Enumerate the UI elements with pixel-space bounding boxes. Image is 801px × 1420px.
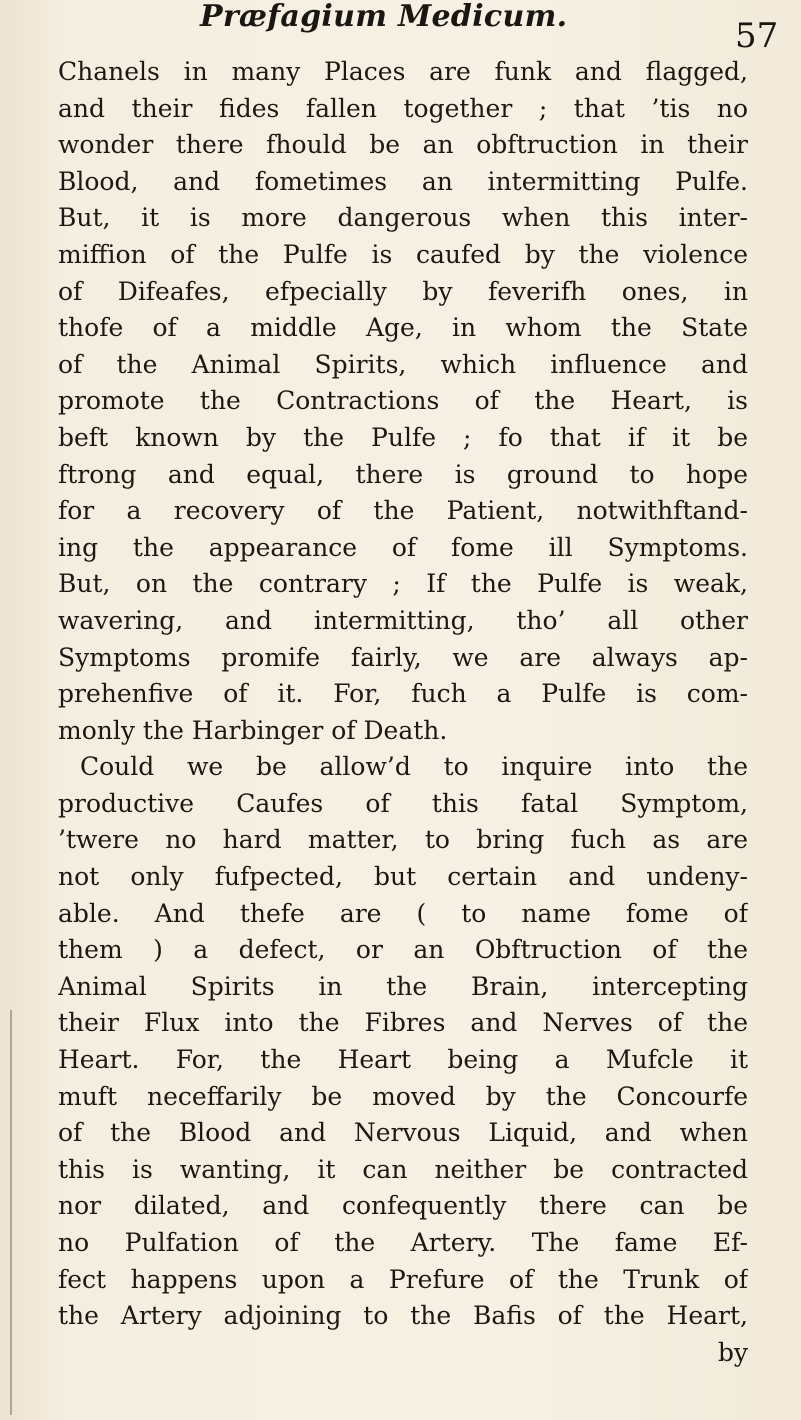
- binding-edge: [10, 1010, 12, 1415]
- text-line: ftrong and equal, there is ground to hope: [58, 459, 748, 489]
- text-line: of Difeafes, efpecially by feverifh ones, in: [58, 276, 748, 306]
- text-line: thofe of a middle Age, in whom the State: [58, 313, 748, 343]
- text-line: But, it is more dangerous when this inter-: [58, 203, 748, 233]
- text-line: wavering, and intermitting, tho’ all other: [58, 605, 748, 635]
- paragraph-start-line: Could we be allow’d to inquire into the: [80, 752, 748, 782]
- text-line: this is wanting, it can neither be contracted: [58, 1154, 748, 1184]
- page-number: 57: [735, 16, 779, 56]
- text-line: wonder there fhould be an obftruction in their: [58, 130, 748, 160]
- text-line: promote the Contractions of the Heart, is: [58, 386, 748, 416]
- text-line: beft known by the Pulfe ; fo that if it be: [58, 422, 748, 452]
- text-line: fect happens upon a Prefure of the Trunk of: [58, 1264, 748, 1294]
- text-line: Symptoms promife fairly, we are always ap-: [58, 642, 748, 672]
- text-line: Blood, and fometimes an intermitting Pulfe.: [58, 166, 748, 196]
- text-line: muft neceffarily be moved by the Concourfe: [58, 1081, 748, 1111]
- text-line: But, on the contrary ; If the Pulfe is weak,: [58, 569, 748, 599]
- text-line: Heart. For, the Heart being a Mufcle it: [58, 1045, 748, 1075]
- text-line: productive Caufes of this fatal Symptom,: [58, 788, 748, 818]
- text-line: no Pulfation of the Artery. The fame Ef-: [58, 1228, 748, 1257]
- text-line: Animal Spirits in the Brain, intercepting: [58, 971, 748, 1001]
- text-line: for a recovery of the Patient, notwithftand-: [58, 496, 748, 526]
- text-line: the Artery adjoining to the Bafis of the Heart,: [58, 1301, 748, 1331]
- text-line: Chanels in many Places are funk and flagged,: [58, 57, 748, 86]
- text-line: prehenfive of it. For, fuch a Pulfe is com-: [58, 679, 748, 709]
- text-line: miffion of the Pulfe is caufed by the violence: [58, 239, 748, 269]
- text-line: their Flux into the Fibres and Nerves of the: [58, 1008, 748, 1038]
- text-line: ’twere no hard matter, to bring fuch as are: [58, 825, 748, 855]
- running-title: Præfagium Medicum.: [200, 0, 568, 34]
- text-line: them ) a defect, or an Obftruction of the: [58, 935, 748, 965]
- text-line: of the Blood and Nervous Liquid, and when: [58, 1118, 748, 1148]
- text-line: of the Animal Spirits, which influence and: [58, 349, 748, 379]
- text-line: nor dilated, and confequently there can be: [58, 1191, 748, 1221]
- body-text: [58, 54, 748, 1371]
- text-line: not only fufpected, but certain and undeny-: [58, 862, 748, 892]
- text-line: and their fides fallen together ; that ’tis no: [58, 93, 748, 123]
- text-line: ing the appearance of fome ill Symptoms.: [58, 532, 748, 562]
- text-line: able. And thefe are ( to name fome of: [58, 898, 748, 928]
- text-line: monly the Harbinger of Death.: [58, 715, 448, 745]
- catchword: by: [717, 1337, 748, 1367]
